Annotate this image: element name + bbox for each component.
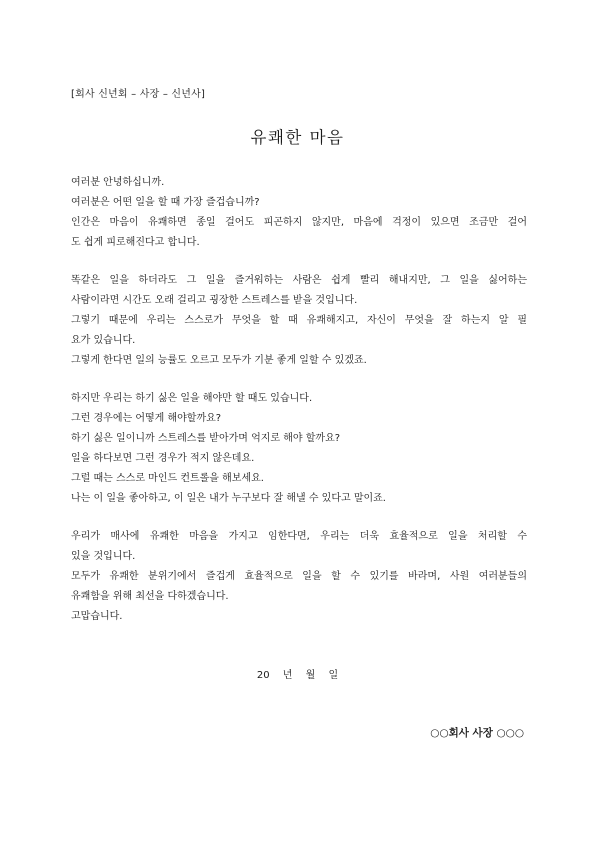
body-line: 요가 있습니다.: [71, 335, 136, 346]
body-line: 고맙습니다.: [71, 611, 123, 622]
body-line: 모두가 유쾌한 분위기에서 즐겁게 효율적으로 일을 할 수 있기를 바라며, 사원 여러분들의: [71, 571, 527, 582]
body-line: 여러분은 어떤 일을 할 때 가장 즐겁습니까?: [71, 197, 260, 208]
body-line: 그렇게 한다면 일의 능률도 오르고 모두가 기분 좋게 일할 수 있겠죠.: [71, 355, 367, 366]
body-line: 도 쉽게 피로해진다고 합니다.: [71, 237, 200, 248]
body-line: 사람이라면 시간도 오래 걸리고 굉장한 스트레스를 받을 것입니다.: [71, 295, 358, 306]
paragraph-closing: [71, 527, 527, 627]
body-line: 그럴 때는 스스로 마인드 컨트롤을 해보세요.: [71, 473, 264, 484]
document-signature: ○○회사 사장 ○○○: [430, 727, 524, 739]
paragraph-enjoyment: [71, 271, 527, 371]
body-line: 일을 하다보면 그런 경우가 적지 않은데요.: [71, 453, 255, 464]
body-line: 그런 경우에는 어떻게 해야할까요?: [71, 413, 222, 424]
body-line: 있을 것입니다.: [71, 551, 136, 562]
body-line: 우리가 매사에 유쾌한 마음을 가지고 임한다면, 우리는 더욱 효율적으로 일을 처리할 수: [71, 531, 527, 542]
body-line: 하지만 우리는 하기 싫은 일을 해야만 할 때도 있습니다.: [71, 393, 313, 404]
document-date: 20 년 월 일: [256, 670, 339, 681]
document-title: 유쾌한 마음: [250, 128, 345, 147]
paragraph-greeting: [71, 173, 527, 253]
document-category: [회사 신년회 – 사장 – 신년사]: [71, 89, 206, 100]
body-line: 나는 이 일을 좋아하고, 이 일은 내가 누구보다 잘 해낼 수 있다고 말이죠.: [71, 493, 386, 504]
body-line: 하기 싫은 일이니까 스트레스를 받아가며 억지로 해야 할까요?: [71, 433, 341, 444]
body-line: 유쾌함을 위해 최선을 다하겠습니다.: [71, 591, 229, 602]
body-line: 인간은 마음이 유쾌하면 종일 걸어도 피곤하지 않지만, 마음에 걱정이 있으면 조금만 걸어: [71, 217, 527, 228]
body-line: 여러분 안녕하십니까.: [71, 177, 165, 188]
paragraph-mind-control: [71, 389, 527, 509]
body-line: 똑같은 일을 하더라도 그 일을 즐거워하는 사람은 쉽게 빨리 해내지만, 그 일을 싫어하는: [71, 275, 527, 286]
body-line: 그렇기 때문에 우리는 스스로가 무엇을 할 때 유쾌해지고, 자신이 무엇을 잘 하는지 알 필: [71, 315, 527, 326]
